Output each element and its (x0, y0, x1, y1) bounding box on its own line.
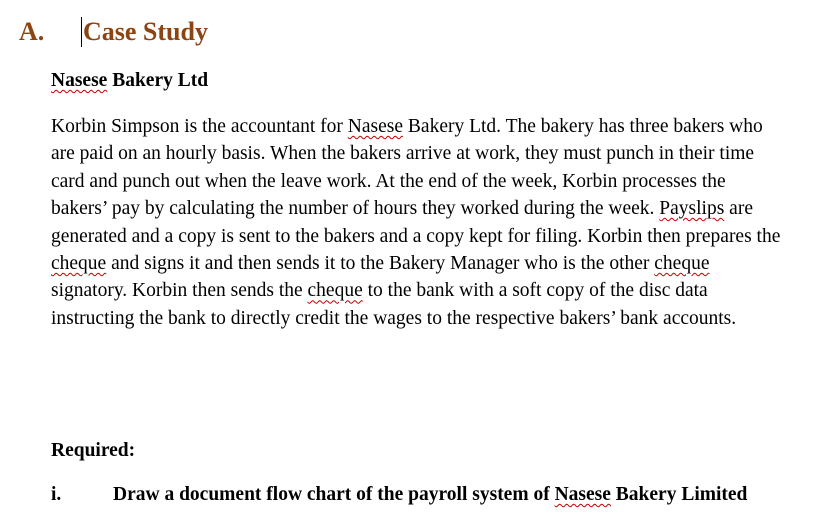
company-heading-rest: Bakery Ltd (107, 70, 209, 91)
paragraph-line-3: card and punch out when the leave work. At the end of the week, Korbin processes the (51, 170, 726, 192)
case-paragraph (51, 113, 833, 332)
company-heading (51, 70, 208, 92)
paragraph-line-6 (51, 250, 833, 277)
paragraph-line-8: instructing the bank to directly credit the wages to the respective bakers’ bank accounts. (51, 307, 737, 329)
paragraph-line-1 (51, 113, 833, 140)
paragraph-line-7 (51, 277, 833, 304)
paragraph-line-2: are paid on an hourly basis. When the bakers arrive at work, they must punch in their time (51, 143, 755, 165)
text-run: to the bank with a soft copy of the disc data (362, 280, 708, 302)
paragraph-line-4 (51, 195, 833, 222)
question-number: i. (51, 484, 62, 505)
text-run: are (724, 198, 753, 220)
question-text: Draw a document flow chart of the payroll system of (113, 484, 555, 505)
text-run: Bakery Ltd. The bakery has three bakers who (403, 116, 763, 137)
paragraph-line-5: generated and a copy is sent to the bakers and a copy kept for filing. Korbin then prepares the (51, 225, 781, 247)
spellcheck-word[interactable]: Nasese (51, 70, 108, 91)
spellcheck-word[interactable]: cheque (307, 280, 363, 302)
spellcheck-word[interactable]: Nasese (554, 484, 611, 505)
spellcheck-word[interactable]: Nasese (347, 116, 404, 137)
spellcheck-word[interactable]: cheque (654, 253, 710, 275)
text-run: and signs it and then sends it to the Bakery Manager who is the other (106, 253, 655, 275)
section-letter: A. (19, 17, 45, 46)
question-item (51, 484, 747, 506)
required-label: Required: (51, 440, 136, 461)
question-text-end: Bakery Limited (610, 484, 748, 505)
text-run: Korbin Simpson is the accountant for (51, 116, 348, 137)
section-heading (19, 14, 208, 50)
text-run: signatory. Korbin then sends the (51, 280, 308, 302)
spellcheck-word[interactable]: Payslips (659, 198, 725, 220)
section-title: Case Study (83, 17, 208, 46)
spellcheck-word[interactable]: cheque (51, 253, 107, 275)
text-run: bakers’ pay by calculating the number of hours they worked during the week. (51, 198, 660, 220)
text-cursor (81, 17, 82, 47)
